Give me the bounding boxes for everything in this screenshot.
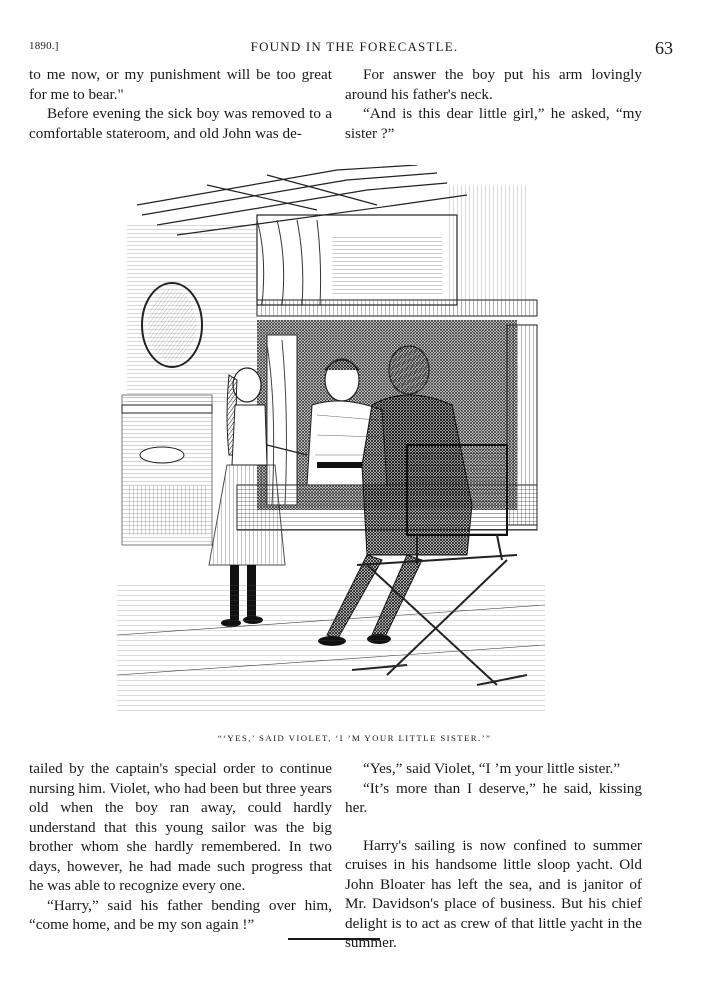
floor-planks [117, 585, 545, 715]
end-rule [288, 938, 380, 940]
paragraph: tailed by the captain's special order to continue nursing him. Violet, who had been but three years old when the boy ran away, could hardly understand that this young sailor was the big brother whom she hardly remembered. In two days, however, he had made such progress that he was able to recognize every one. [29, 760, 332, 894]
engraving-illustration [117, 165, 545, 725]
top-right-column [345, 65, 642, 143]
washstand [122, 395, 212, 545]
paragraph: “Yes,” said Violet, “I ’m your little sister.” [363, 760, 621, 777]
paragraph: “It’s more than I deserve,” he said, kissing her. [345, 779, 642, 816]
bottom-right-column [345, 759, 642, 953]
top-left-column [29, 65, 332, 143]
paragraph: “Harry,” said his father bending over him, “come home, and be my son again !” [29, 896, 332, 933]
header-year: 1890.] [29, 40, 59, 52]
paragraph: Before evening the sick boy was removed to a comfortable stateroom, and old John was de- [29, 105, 332, 142]
paragraph: Harry's sailing is now confined to summer cruises in his handsome little sloop yacht. Old John Bloater has left the sea, and is janitor of Mr. Davidson's place of business. But his chief delight is to act as crew of that little yacht in the summer. [345, 836, 642, 951]
page-number: 63 [655, 38, 673, 58]
illustration-caption: “‘YES,’ SAID VIOLET, ‘I ’M YOUR LITTLE SISTER.’” [217, 733, 492, 743]
ceiling-beams [137, 165, 467, 235]
wall-paneling [447, 185, 527, 315]
running-title: FOUND IN THE FORECASTLE. [250, 39, 459, 54]
paragraph: For answer the boy put his arm lovingly around his father's neck. [345, 66, 642, 103]
paragraph: “And is this dear little girl,” he asked, “my sister ?” [345, 105, 642, 142]
paragraph-spacer [345, 818, 642, 836]
paragraph: to me now, or my punishment will be too great for me to bear." [29, 66, 332, 103]
bottom-left-column [29, 759, 332, 935]
